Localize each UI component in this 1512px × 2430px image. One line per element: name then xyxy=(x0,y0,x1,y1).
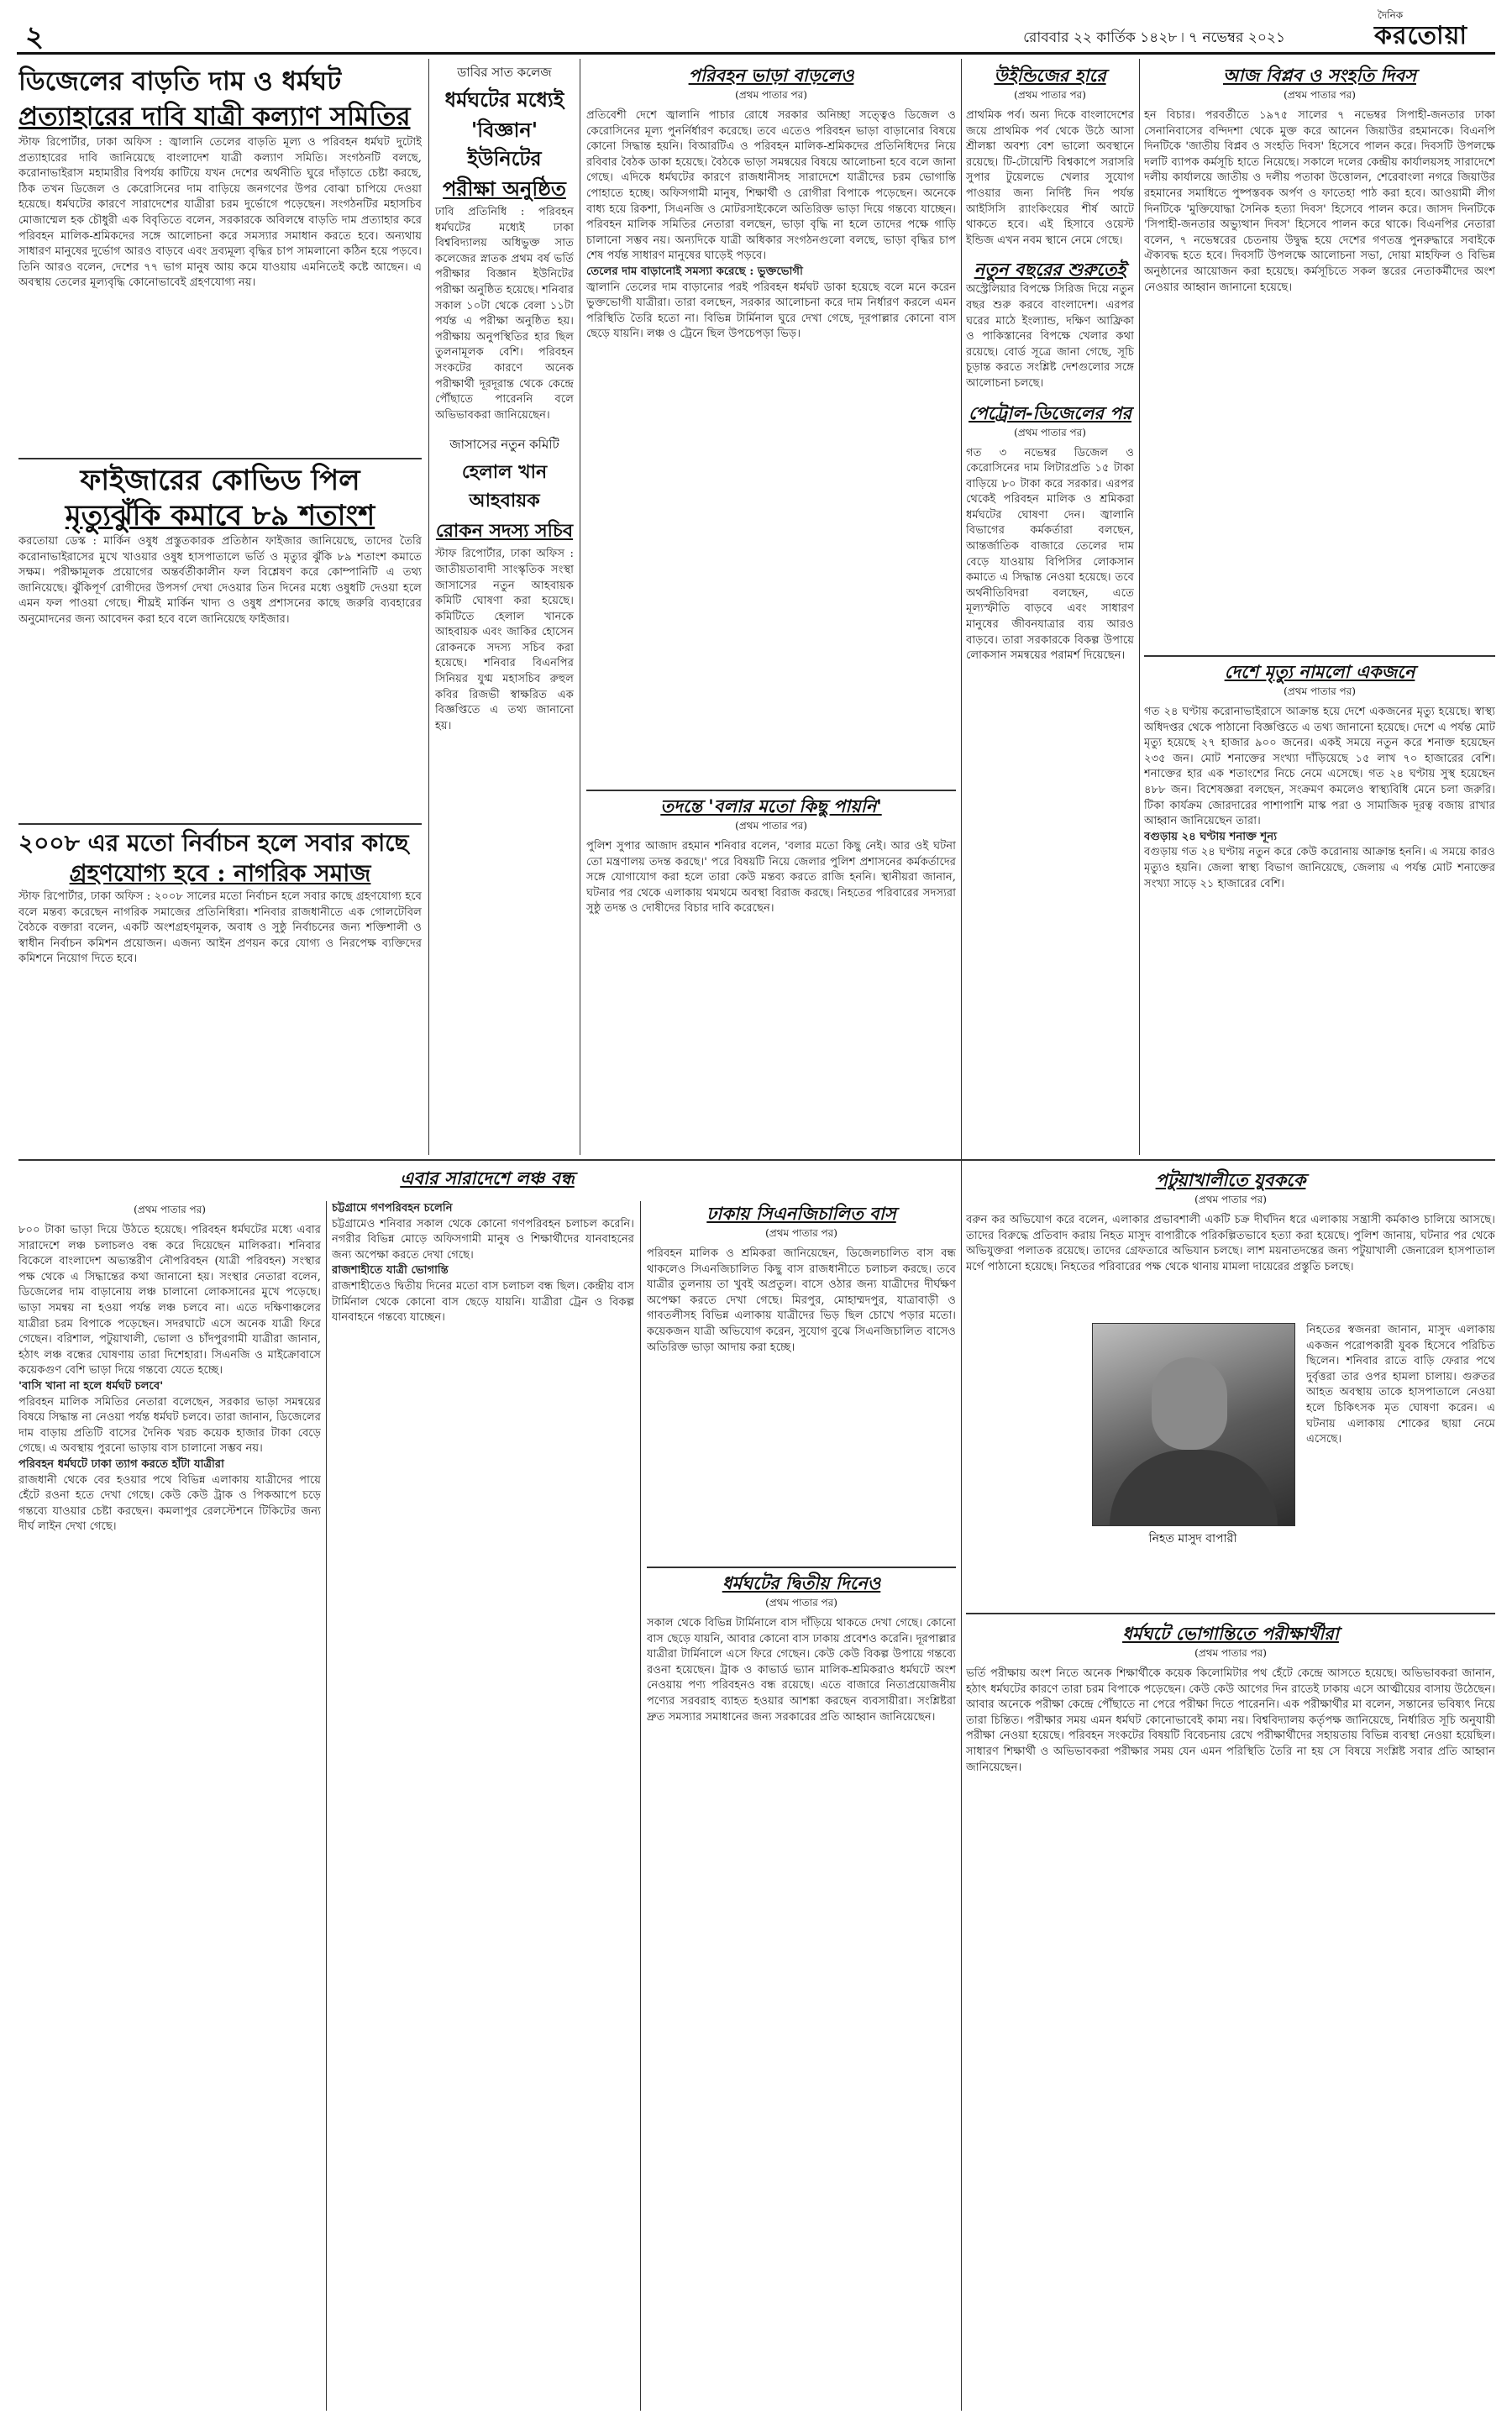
article-body: করতোয়া ডেস্ক : মার্কিন ওষুধ প্রস্তুতকারক প্রতিষ্ঠান ফাইজার জানিয়েছে, তাদের তৈরি করোনাভাইরাসের মুখে খাওয়ার ওষুধ হাসপাতালে ভর্তি ও মৃত্যুর ঝুঁকি ৮৯ শতাংশ কমাতে সক্ষম। পরীক্ষামূলক প্রয়োগের অন্তর্বর্তীকালীন ফল বিশ্লেষণ করে কোম্পানিটি এ তথ্য জানিয়েছে। ঝুঁকিপূর্ণ রোগীদের উপসর্গ দেখা দেওয়ার তিন দিনের মধ্যে ওষুধটি দেওয়া হলে এমন ফল পাওয়া গেছে। শীঘ্রই মার্কিন খাদ্য ও ওষুধ প্রশাসনের কাছে জরুরি ব্যবহারের অনুমোদনের জন্য আবেদন করা হবে বলে জানিয়েছে ফাইজার। xyxy=(18,535,422,626)
subhead: তেলের দাম বাড়ানোই সমস্যা করেছে : ভুক্তভোগী xyxy=(586,265,803,278)
headline: ২০০৮ এর মতো নির্বাচন হলে সবার কাছে xyxy=(18,829,409,857)
subhead: নতুন বছরের শুরুতেই xyxy=(974,259,1126,281)
section-divider xyxy=(647,1567,956,1568)
article-body-2: বগুড়ায় গত ২৪ ঘণ্টায় নতুন করে কেউ করোনায় আক্রান্ত হননি। এ সময়ে কারও মৃত্যুও হয়নি। জেলা স্বাস্থ্য বিভাগ জানিয়েছে, জেলায় এ পর্যন্ত মোট শনাক্তের সংখ্যা সাড়ে ২১ হাজারের বেশি। xyxy=(1144,846,1495,890)
continuation: (প্রথম পাতার পর) xyxy=(1014,426,1086,438)
headline: উইন্ডিজের হারে xyxy=(994,65,1106,86)
headline: পটুয়াখালীতে যুবককে xyxy=(1155,1169,1306,1190)
article-election xyxy=(18,827,422,1151)
article-cng xyxy=(647,1201,956,1562)
committee-headline-2: রোকন সদস্য সচিব xyxy=(435,520,574,543)
photo-face xyxy=(1152,1357,1227,1450)
subhead-3: চট্টগ্রামে গণপরিবহন চলেনি xyxy=(332,1202,453,1215)
headline: দেশে মৃত্যু নামলো একজনে xyxy=(1224,661,1415,682)
continuation: (প্রথম পাতার পর) xyxy=(735,89,807,101)
committee-body: স্টাফ রিপোর্টার, ঢাকা অফিস : জাতীয়তাবাদী সাংস্কৃতিক সংস্থা জাসাসের নতুন আহবায়ক কমিটি ঘোষণা করা হয়েছে। কমিটিতে হেলাল খানকে আহবায়ক এবং জাকির হোসেন রোকনকে সদস্য সচিব করা হয়েছে। শনিবার বিএনপির সিনিয়র যুগ্ম মহাসচিব রুহুল কবির রিজভী স্বাক্ষরিত এক বিজ্ঞপ্তিতে এ তথ্য জানানো হয়। xyxy=(435,548,574,732)
article-strike-day2 xyxy=(647,1571,956,2411)
continuation: (প্রথম পাতার পর) xyxy=(1194,1194,1267,1205)
article-pfizer xyxy=(18,462,422,823)
kicker: ডাবির সাত কলেজ xyxy=(457,65,552,80)
subhead-2: পরিবহন ধর্মঘটে ঢাকা ত্যাগ করতে হাঁটা যাত্রীরা xyxy=(18,1457,224,1471)
continuation: (প্রথম পাতার পর) xyxy=(1194,1647,1267,1659)
headline: আজ বিপ্লব ও সংহতি দিবস xyxy=(1222,65,1416,86)
subhead-1: 'বাসি খানা না হলে ধর্মঘট চলবে' xyxy=(18,1379,164,1393)
headline: এবার সারাদেশে লঞ্চ বন্ধ xyxy=(400,1168,575,1189)
article-uits xyxy=(966,63,1134,1147)
petrol-headline: পেট্রোল-ডিজেলের পর xyxy=(968,402,1132,423)
headline: ঢাকায় সিএনজিচালিত বাস xyxy=(706,1203,896,1224)
continuation: (প্রথম পাতার পর) xyxy=(1284,685,1356,697)
article-body: ৮০০ টাকা ভাড়া দিয়ে উঠতে হয়েছে। পরিবহন ধর্মঘটের মধ্যে এবার সারাদেশে লঞ্চ চলাচলও বন্ধ করে দিয়েছেন মালিকরা। শনিবার বিকেলে বাংলাদেশ অভ্যন্তরীণ নৌপরিবহন (যাত্রী পরিবহন) সংস্থার পক্ষ থেকে এ সিদ্ধান্তের কথা জানানো হয়। সংস্থার নেতারা বলেন, ডিজেলের দাম বাড়ানোয় লঞ্চ চালানো লোকসানের মুখে পড়েছে। ভাড়া সমন্বয় না হওয়া পর্যন্ত লঞ্চ চলবে না। এতে দক্ষিণাঞ্চলের যাত্রীরা চরম বিপাকে পড়েছেন। সদরঘাটে এসে অনেক যাত্রী ফিরে গেছেন। বরিশাল, পটুয়াখালী, ভোলা ও চাঁদপুরগামী যাত্রীরা জানান, হঠাৎ লঞ্চ বন্ধের ঘোষণায় তারা দিশেহারা। সিএনজি ও মাইক্রোবাসে কয়েকগুণ বেশি ভাড়া দিয়ে গন্তব্যে যেতে হচ্ছে। xyxy=(18,1224,321,1378)
headline-2: মৃত্যুঝুঁকি কমাবে ৮৯ শতাংশ xyxy=(65,499,375,533)
article-body: গত ২৪ ঘণ্টায় করোনাভাইরাসে আক্রান্ত হয়ে দেশে একজনের মৃত্যু হয়েছে। স্বাস্থ্য অধিদপ্তর থেকে পাঠানো বিজ্ঞপ্তিতে এ তথ্য জানানো হয়েছে। দেশে এ পর্যন্ত মোট মৃত্যু হয়েছে ২৭ হাজার ৯০০ জনের। একই সময়ে নতুন করে শনাক্ত হয়েছেন ২৩৫ জন। মোট শনাক্তের সংখ্যা দাঁড়িয়েছে ১৫ লাখ ৭০ হাজারের বেশি। শনাক্তের হার এক শতাংশের নিচে নেমে এসেছে। গত ২৪ ঘণ্টায় সুস্থ হয়েছেন ৪৮৮ জন। বিশেষজ্ঞরা বলছেন, সংক্রমণ কমলেও স্বাস্থ্যবিধি মেনে চলা জরুরি। টিকা কার্যক্রম জোরদারের পাশাপাশি মাস্ক পরা ও সামাজিক দূরত্ব বজায় রাখার আহ্বান জানিয়েছেন তারা। xyxy=(1144,706,1495,828)
headline: তদন্তে 'বলার মতো কিছু পায়নি' xyxy=(660,795,882,816)
section-divider xyxy=(1144,655,1495,657)
article-death xyxy=(1144,659,1495,1130)
column-rule xyxy=(961,59,962,2411)
column-rule xyxy=(428,59,429,1155)
section-divider xyxy=(18,823,422,825)
page-header xyxy=(17,9,1495,55)
nationwide-header xyxy=(18,1166,956,1199)
article-body: ভর্তি পরীক্ষায় অংশ নিতে অনেক শিক্ষার্থীকে কয়েক কিলোমিটার পথ হেঁটে কেন্দ্রে আসতে হয়েছে। অভিভাবকরা জানান, হঠাৎ ধর্মঘটের কারণে তারা চরম বিপাকে পড়েছেন। কেউ কেউ আগের দিন রাতেই ঢাকায় এসে আত্মীয়ের বাসায় উঠেছেন। আবার অনেকে পরীক্ষা কেন্দ্রে পৌঁছাতে না পেরে পরীক্ষা দিতে পারেননি। এক পরীক্ষার্থীর মা বলেন, সন্তানের ভবিষ্যৎ নিয়ে তারা চিন্তিত। পরীক্ষার সময় এমন ধর্মঘট কোনোভাবেই কাম্য নয়। বিশ্ববিদ্যালয় কর্তৃপক্ষ জানিয়েছে, নির্ধারিত সূচি অনুযায়ী পরীক্ষা নেওয়া হয়েছে। পরিবহন সংকটের বিষয়টি বিবেচনায় রেখে পরীক্ষার্থীদের সহায়তায় বিভিন্ন ব্যবস্থা নেওয়া হয়েছিল। সাধারণ শিক্ষার্থী ও অভিভাবকরা পরীক্ষার সময় যেন এমন পরিস্থিতি তৈরি না হয় সে বিষয়ে সংশ্লিষ্ট সবার প্রতি আহ্বান জানিয়েছেন। xyxy=(966,1667,1495,1774)
photo-caption: নিহত মাসুদ বাপারী xyxy=(1148,1532,1237,1546)
masthead-small: দৈনিক xyxy=(1378,9,1404,21)
article-nationwide-col2 xyxy=(332,1201,634,2411)
subhead: বগুড়ায় ২৪ ঘণ্টায় শনাক্ত শূন্য xyxy=(1144,830,1278,843)
section-divider xyxy=(966,1613,1495,1614)
continuation: (প্রথম পাতার পর) xyxy=(1284,89,1356,101)
headline-3: পরীক্ষা অনুষ্ঠিত xyxy=(443,176,566,201)
headline: ফাইজারের কোভিড পিল xyxy=(80,464,360,497)
committee-headline: হেলাল খান আহবায়ক xyxy=(461,461,548,512)
continuation: (প্রথম পাতার পর) xyxy=(134,1204,206,1215)
article-body: সকাল থেকে বিভিন্ন টার্মিনালে বাস দাঁড়িয়ে থাকতে দেখা গেছে। কোনো বাস ছেড়ে যায়নি, আবার কোনো বাস ঢাকায় প্রবেশও করেনি। দূরপাল্লার যাত্রীরা টার্মিনালে এসে ফিরে গেছেন। কেউ কেউ বিকল্প উপায়ে গন্তব্যে রওনা হয়েছেন। ট্রাক ও কাভার্ড ভ্যান মালিক-শ্রমিকরাও ধর্মঘটে অংশ নেওয়ায় পণ্য পরিবহনও বন্ধ রয়েছে। এতে বাজারে নিত্যপ্রয়োজনীয় পণ্যের সরবরাহ ব্যাহত হওয়ার আশঙ্কা করছেন ব্যবসায়ীরা। সংশ্লিষ্টরা দ্রুত সমস্যার সমাধানের জন্য সরকারের প্রতি আহ্বান জানিয়েছেন। xyxy=(647,1617,956,1724)
article-body-5: রাজশাহীতেও দ্বিতীয় দিনের মতো বাস চলাচল বন্ধ ছিল। কেন্দ্রীয় বাস টার্মিনাল থেকে কোনো বাস ছেড়ে যায়নি। যাত্রীরা ট্রেন ও বিকল্প যানবাহনে গন্তব্যে যাচ্ছেন। xyxy=(332,1279,634,1325)
section-divider xyxy=(18,458,422,459)
headline: ধর্মঘটের দ্বিতীয় দিনেও xyxy=(722,1572,881,1593)
article-biplob xyxy=(1144,63,1495,651)
petrol-body: গত ৩ নভেম্বর ডিজেল ও কেরোসিনের দাম লিটারপ্রতি ১৫ টাকা বাড়িয়ে ৮০ টাকা করে সরকার। এরপর থেকেই পরিবহন মালিক ও শ্রমিকরা ধর্মঘটের ঘোষণা দেন। জ্বালানি বিভাগের কর্মকর্তারা বলছেন, আন্তর্জাতিক বাজারে তেলের দাম বেড়ে যাওয়ায় বিপিসির লোকসান কমাতে এ সিদ্ধান্ত নেওয়া হয়েছে। তবে অর্থনীতিবিদরা বলছেন, এতে মূল্যস্ফীতি বাড়বে এবং সাধারণ মানুষের জীবনযাত্রার ব্যয় আরও বাড়বে। তারা সরকারকে বিকল্প উপায়ে লোকসান সমন্বয়ের পরামর্শ দিয়েছেন। xyxy=(966,446,1134,663)
section-divider xyxy=(18,1159,1495,1161)
article-body-2: অস্ট্রেলিয়ার বিপক্ষে সিরিজ দিয়ে নতুন বছর শুরু করবে বাংলাদেশ। এরপর ঘরের মাঠে ইংল্যান্ড, দক্ষিণ আফ্রিকা ও পাকিস্তানের বিপক্ষে খেলার কথা রয়েছে। বোর্ড সূত্রে জানা গেছে, সূচি চূড়ান্ত করতে সংশ্লিষ্ট দেশগুলোর সঙ্গে আলোচনা চলছে। xyxy=(966,283,1134,390)
article-body: পরিবহন মালিক ও শ্রমিকরা জানিয়েছেন, ডিজেলচালিত বাস বন্ধ থাকলেও সিএনজিচালিত কিছু বাস রাজধানীতে চলাচল করছে। তবে যাত্রীর তুলনায় তা খুবই অপ্রতুল। বাসে ওঠার জন্য যাত্রীদের দীর্ঘক্ষণ অপেক্ষা করতে দেখা গেছে। মিরপুর, মোহাম্মদপুর, যাত্রাবাড়ী ও গাবতলীসহ বিভিন্ন এলাকায় যাত্রীদের ভিড় ছিল চোখে পড়ার মতো। কয়েকজন যাত্রী অভিযোগ করেন, সুযোগ বুঝে সিএনজিচালিত বাসেও অতিরিক্ত ভাড়া আদায় করা হচ্ছে। xyxy=(647,1247,956,1354)
article-college xyxy=(435,63,574,1147)
continuation: (প্রথম পাতার পর) xyxy=(735,820,807,832)
article-exam xyxy=(966,1621,1495,2411)
article-body-2: জ্বালানি তেলের দাম বাড়ানোর পরই পরিবহন ধর্মঘট ডাকা হয়েছে বলে মনে করেন ভুক্তভোগী যাত্রীরা। তারা বলছেন, সরকার আলোচনা করে দাম নির্ধারণ করলে এমন পরিস্থিতি তৈরি হতো না। বিভিন্ন টার্মিনাল ঘুরে দেখা গেছে, দূরপাল্লার কোনো বাস ছেড়ে যায়নি। লঞ্চ ও ট্রেনে ছিল উপচেপড়া ভিড়। xyxy=(586,281,956,341)
column-rule xyxy=(326,1201,327,2411)
article-body-4: চট্টগ্রামেও শনিবার সকাল থেকে কোনো গণপরিবহন চলাচল করেনি। নগরীর বিভিন্ন মোড়ে অফিসগামী মানুষ ও শিক্ষার্থীদের যানবাহনের জন্য অপেক্ষা করতে দেখা গেছে। xyxy=(332,1217,634,1262)
date-line: রোববার ২২ কার্তিক ১৪২৮ ৷ ৭ নভেম্বর ২০২১ xyxy=(1023,29,1285,46)
continuation: (প্রথম পাতার পর) xyxy=(1014,89,1086,101)
masthead-title: করতোয়া xyxy=(1374,21,1468,50)
victim-photo xyxy=(1092,1323,1295,1526)
photo-shoulders xyxy=(1110,1450,1278,1525)
article-body: প্রাথমিক পর্ব। অন্য দিকে বাংলাদেশের জয়ে প্রাথমিক পর্ব থেকে উঠে আসা শ্রীলঙ্কা অবশ্য বেশ ভালো অবস্থানে রয়েছে। টি-টোয়েন্টি বিশ্বকাপে সরাসরি সুপার টুয়েলভে খেলার সুযোগ পাওয়ার জন্য নির্দিষ্ট দিন পর্যন্ত আইসিসি র‌্যাংকিংয়ের শীর্ষ আটে থাকতে হবে। এই হিসাবে ওয়েস্ট ইন্ডিজ এখন নবম স্থানে নেমে গেছে। xyxy=(966,109,1134,247)
page-number: ২ xyxy=(25,20,45,54)
article-body-3: রাজধানী থেকে বের হওয়ার পথে বিভিন্ন এলাকায় যাত্রীদের পায়ে হেঁটে রওনা হতে দেখা গেছে। কেউ কেউ ট্রাক ও পিকআপে চড়ে গন্তব্যে যাওয়ার চেষ্টা করছেন। কমলাপুর রেলস্টেশনে টিকিটের জন্য দীর্ঘ লাইন দেখা গেছে। xyxy=(18,1473,321,1534)
kicker: জাসাসের নতুন কমিটি xyxy=(449,437,559,453)
article-transport-fare xyxy=(586,63,956,785)
article-body: ঢাবি প্রতিনিধি : পরিবহন ধর্মঘটের মধ্যেই ঢাকা বিশ্ববিদ্যালয় অধিভুক্ত সাত কলেজের স্নাতক প্রথম বর্ষ ভর্তি পরীক্ষার বিজ্ঞান ইউনিটের পরীক্ষা অনুষ্ঠিত হয়েছে। শনিবার সকাল ১০টা থেকে বেলা ১১টা পর্যন্ত এ পরীক্ষা অনুষ্ঠিত হয়। পরীক্ষায় অনুপস্থিতির হার ছিল তুলনামূলক বেশি। পরিবহন সংকটের কারণে অনেক পরীক্ষার্থী দূরদূরান্ত থেকে কেন্দ্রে পৌঁছাতে পারেননি বলে অভিভাবকরা জানিয়েছেন। xyxy=(435,206,574,422)
article-nationwide-col1 xyxy=(18,1201,321,2411)
continuation: (প্রথম পাতার পর) xyxy=(765,1227,837,1239)
masthead-logo xyxy=(1297,8,1490,50)
article-body-2: পরিবহন মালিক সমিতির নেতারা বলেছেন, সরকার ভাড়া সমন্বয়ের বিষয়ে সিদ্ধান্ত না নেওয়া পর্যন্ত ধর্মঘট চলবে। তারা জানান, ডিজেলের দাম বাড়ায় প্রতিটি বাসের দৈনিক খরচ কয়েক হাজার টাকা বেড়ে গেছে। এ অবস্থায় পুরনো ভাড়ায় বাস চালানো সম্ভব নয়। xyxy=(18,1395,321,1456)
article-diesel xyxy=(18,63,422,454)
continuation: (প্রথম পাতার পর) xyxy=(765,1597,837,1609)
article-investigation xyxy=(586,794,956,1155)
article-body: স্টাফ রিপোর্টার, ঢাকা অফিস : জ্বালানি তেলের বাড়তি মূল্য ও পরিবহন ধর্মঘট দুটোই প্রত্যাহারের দাবি জানিয়েছে বাংলাদেশ যাত্রী কল্যাণ সমিতি। সংগঠনটি বলছে, করোনাভাইরাস মহামারীর বিপর্যয় কাটিয়ে যখন দেশের অর্থনীতি ঘুরে দাঁড়াতে চেষ্টা করছে, ঠিক তখন ডিজেল ও কেরোসিনের দাম বাড়িয়ে জনগণের উপর বোঝা চাপিয়ে দেওয়া হয়েছে। ধর্মঘটের কারণে সারাদেশের যাত্রীরা চরম দুর্ভোগে পড়েছেন। সংগঠনটির মহাসচিব মোজাম্মেল হক চৌধুরী এক বিবৃতিতে বলেন, সরকারকে অবিলম্বে বাড়তি দাম প্রত্যাহার করে পরিবহন মালিক-শ্রমিকদের সঙ্গে আলোচনা করে সমস্যার সমাধান করতে হবে। অন্যথায় সাধারণ মানুষের দুর্ভোগ আরও বাড়বে এবং দ্রব্যমূল্য বৃদ্ধির চাপ সামলানো কঠিন হয়ে পড়বে। তিনি আরও বলেন, দেশের ৭৭ ভাগ মানুষ আয় কমে যাওয়ায় এমনিতেই কষ্টে আছেন। এ অবস্থায় তেলের মূল্যবৃদ্ধি কোনোভাবেই গ্রহণযোগ্য নয়। xyxy=(18,136,422,290)
headline: ডিজেলের বাড়তি দাম ও ধর্মঘট xyxy=(18,66,342,97)
article-body: প্রতিবেশী দেশে জ্বালানি পাচার রোধে সরকার অনিচ্ছা সত্ত্বেও ডিজেল ও কেরোসিনের মূল্য পুনর্নির্ধারণ করেছে। তবে এতেও পরিবহন ভাড়া বাড়ানোর বিষয়ে কোনো সিদ্ধান্ত হয়নি। বিআরটিএ ও পরিবহন মালিক-শ্রমিকদের প্রতিনিধিদের নিয়ে রবিবার বৈঠক ডাকা হয়েছে। বৈঠকে ভাড়া সমন্বয়ের বিষয়ে আলোচনা হবে বলে জানা গেছে। এদিকে ধর্মঘটের কারণে রাজধানীসহ সারাদেশে যাত্রীদের চরম ভোগান্তি পোহাতে হচ্ছে। অফিসগামী মানুষ, শিক্ষার্থী ও রোগীরা বিপাকে পড়েছেন। অনেকে বাধ্য হয়ে রিকশা, সিএনজি ও মোটরসাইকেলে অতিরিক্ত ভাড়া দিয়ে গন্তব্যে যাচ্ছেন। পরিবহন মালিক সমিতির নেতারা বলছেন, ভাড়া বৃদ্ধি না হলে তাদের পক্ষে গাড়ি চালানো সম্ভব নয়। অন্যদিকে যাত্রী অধিকার সংগঠনগুলো বলছে, ভাড়া বৃদ্ধির চাপ শেষ পর্যন্ত সাধারণ মানুষের ঘাড়েই পড়বে। xyxy=(586,109,956,263)
column-rule xyxy=(1139,59,1140,1155)
article-body: হন বিচার। পরবর্তীতে ১৯৭৫ সালের ৭ নভেম্বর সিপাহী-জনতার ঢাকা সেনানিবাসের বন্দিদশা থেকে মুক্ত করে আনেন জিয়াউর রহমানকে। বিএনপি দিনটিকে 'জাতীয় বিপ্লব ও সংহতি দিবস' হিসেবে পালন করে। দিবসটি উপলক্ষে দলটি ব্যাপক কর্মসূচি হাতে নিয়েছে। সকালে দলের কেন্দ্রীয় কার্যালয়সহ সারাদেশে দলীয় কার্যালয়ে জাতীয় ও দলীয় পতাকা উত্তোলন, শেরেবাংলা নগরে জিয়াউর রহমানের সমাধিতে পুষ্পস্তবক অর্পণ ও ফাতেহা পাঠ করা হবে। আওয়ামী লীগ দিনটিকে 'মুক্তিযোদ্ধা সৈনিক হত্যা দিবস' হিসেবে পালন করে। জাসদ দিনটিকে 'সিপাহী-জনতার অভ্যুত্থান দিবস' হিসেবে পালন করে থাকে। বিএনপির নেতারা বলেন, ৭ নভেম্বরের চেতনায় উদ্বুদ্ধ হয়ে দেশের গণতন্ত্র পুনরুদ্ধারে সবাইকে ঐক্যবদ্ধ হতে হবে। দিবসটি উপলক্ষে আলোচনা সভা, দোয়া মাহফিল ও বিভিন্ন অনুষ্ঠানের আয়োজন করা হয়েছে। কর্মসূচিতে সকল স্তরের নেতাকর্মীদের অংশ নেওয়ার আহ্বান জানানো হয়েছে। xyxy=(1144,109,1495,294)
headline-2: 'বিজ্ঞান' ইউনিটের xyxy=(467,118,542,171)
article-body: স্টাফ রিপোর্টার, ঢাকা অফিস : ২০০৮ সালের মতো নির্বাচন হলে সবার কাছে গ্রহণযোগ্য হবে বলে মন্তব্য করেছেন নাগরিক সমাজের প্রতিনিধিরা। শনিবার রাজধানীতে এক গোলটেবিল বৈঠকে বক্তারা বলেন, একটি অংশগ্রহণমূলক, অবাধ ও সুষ্ঠু নির্বাচনের জন্য শক্তিশালী ও স্বাধীন নির্বাচন কমিশন প্রয়োজন। এজন্য আইন প্রণয়ন করে যোগ্য ও নিরপেক্ষ ব্যক্তিদের কমিশনে নিয়োগ দিতে হবে। xyxy=(18,890,422,966)
headline-2: প্রত্যাহারের দাবি যাত্রী কল্যাণ সমিতির xyxy=(18,102,411,132)
article-patuakhali-cont xyxy=(1306,1323,1495,1575)
subhead-4: রাজশাহীতে যাত্রী ভোগান্তি xyxy=(332,1264,449,1278)
headline-2: গ্রহণযোগ্য হবে : নাগরিক সমাজ xyxy=(69,859,371,887)
headline: ধর্মঘটের মধ্যেই xyxy=(444,87,564,112)
article-body: বরুন কর অভিযোগ করে বলেন, এলাকার প্রভাবশালী একটি চক্র দীর্ঘদিন ধরে এলাকায় সন্ত্রাসী কর্মকাণ্ড চালিয়ে আসছে। তাদের বিরুদ্ধে প্রতিবাদ করায় নিহত মাসুদ বাপারীকে পরিকল্পিতভাবে হত্যা করা হয়েছে। পুলিশ জানায়, ঘটনার পর থেকে অভিযুক্তরা পলাতক রয়েছে। তাদের গ্রেফতারে অভিযান চলছে। লাশ ময়নাতদন্তের জন্য পটুয়াখালী জেনারেল হাসপাতাল মর্গে পাঠানো হয়েছে। নিহতের পরিবারের পক্ষ থেকে থানায় মামলা দায়েরের প্রস্তুতি চলছে। xyxy=(966,1214,1495,1273)
column-rule xyxy=(640,1201,641,2411)
headline: ধর্মঘটে ভোগান্তিতে পরীক্ষার্থীরা xyxy=(1122,1623,1339,1644)
article-body: পুলিশ সুপার আজাদ রহমান শনিবার বলেন, 'বলার মতো কিছু নেই। আর ওই ঘটনা তো মন্ত্রণালয় তদন্ত করছে।' পরে বিষয়টি নিয়ে জেলার পুলিশ প্রশাসনের কর্মকর্তাদের সঙ্গে যোগাযোগ করা হলে তারা কেউ মন্তব্য করতে রাজি হননি। স্থানীয়রা জানান, ঘটনার পর থেকে এলাকায় থমথমে অবস্থা বিরাজ করছে। নিহতের পরিবারের সদস্যরা সুষ্ঠু তদন্ত ও দোষীদের বিচার দাবি করেছেন। xyxy=(586,840,956,916)
article-body-2: নিহতের স্বজনরা জানান, মাসুদ এলাকায় একজন পরোপকারী যুবক হিসেবে পরিচিত ছিলেন। শনিবার রাতে বাড়ি ফেরার পথে দুর্বৃত্তরা তার ওপর হামলা চালায়। গুরুতর আহত অবস্থায় তাকে হাসপাতালে নেওয়া হলে চিকিৎসক মৃত ঘোষণা করেন। এ ঘটনায় এলাকায় শোকের ছায়া নেমে এসেছে। xyxy=(1306,1324,1495,1446)
headline: পরিবহন ভাড়া বাড়লেও xyxy=(688,65,854,86)
section-divider xyxy=(586,790,956,791)
